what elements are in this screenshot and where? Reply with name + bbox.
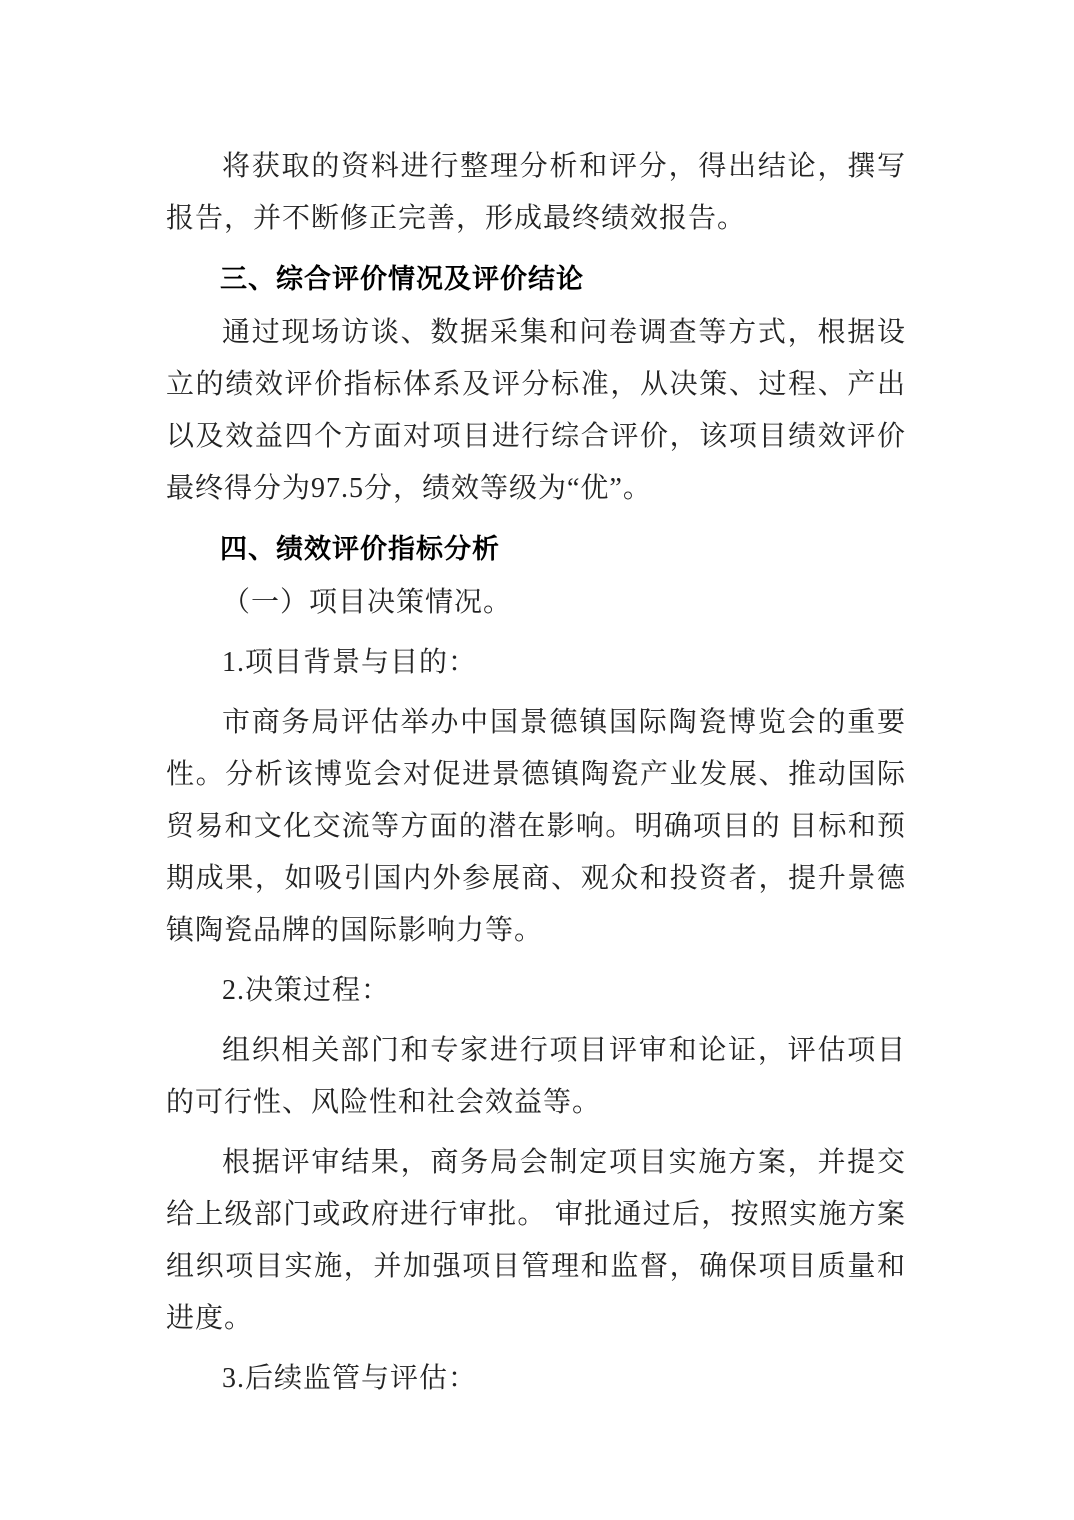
heading-section-four-indicator-analysis: 四、绩效评价指标分析 (220, 534, 500, 564)
paragraph-comprehensive-evaluation-result: 通过现场访谈、数据采集和问卷调查等方式，根据设立的绩效评价指标体系及评分标准，从决策、过程、产出以及效益四个方面对项目进行综合评价，该项目绩效评价最终得分为97.5分，绩效等级为“优”。 (166, 317, 906, 504)
paragraph-point-2-decision-process-title: 2.决策过程： (222, 975, 391, 1006)
paragraph-project-background-detail: 市商务局评估举办中国景德镇国际陶瓷博览会的重要性。分析该博览会对促进景德镇陶瓷产业发展、推动国际贸易和文化交流等方面的潜在影响。明确项目的 目标和预期成果，如吸引国内外参展商、观众和投资者，提升景德镇陶瓷品牌的国际影响力等。 (166, 707, 906, 946)
heading-section-three-evaluation-conclusion: 三、综合评价情况及评价结论 (220, 264, 584, 294)
paragraph-decision-process-detail: 组织相关部门和专家进行项目评审和论证，评估项目的可行性、风险性和社会效益等。 (166, 1035, 906, 1118)
paragraph-subsection-one-project-decision: （一）项目决策情况。 (222, 587, 513, 618)
paragraph-report-finalization: 将获取的资料进行整理分析和评分，得出结论，撰写报告，并不断修正完善，形成最终绩效报告。 (166, 151, 906, 234)
paragraph-implementation-approval-detail: 根据评审结果，商务局会制定项目实施方案，并提交给上级部门或政府进行审批。 审批通过后，按照实施方案组织项目实施，并加强项目管理和监督，确保项目质量和进度。 (166, 1147, 906, 1334)
paragraph-point-1-background-purpose-title: 1.项目背景与目的： (222, 647, 478, 678)
document-content (166, 141, 906, 1413)
paragraph-point-3-supervision-title: 3.后续监管与评估： (222, 1363, 478, 1394)
